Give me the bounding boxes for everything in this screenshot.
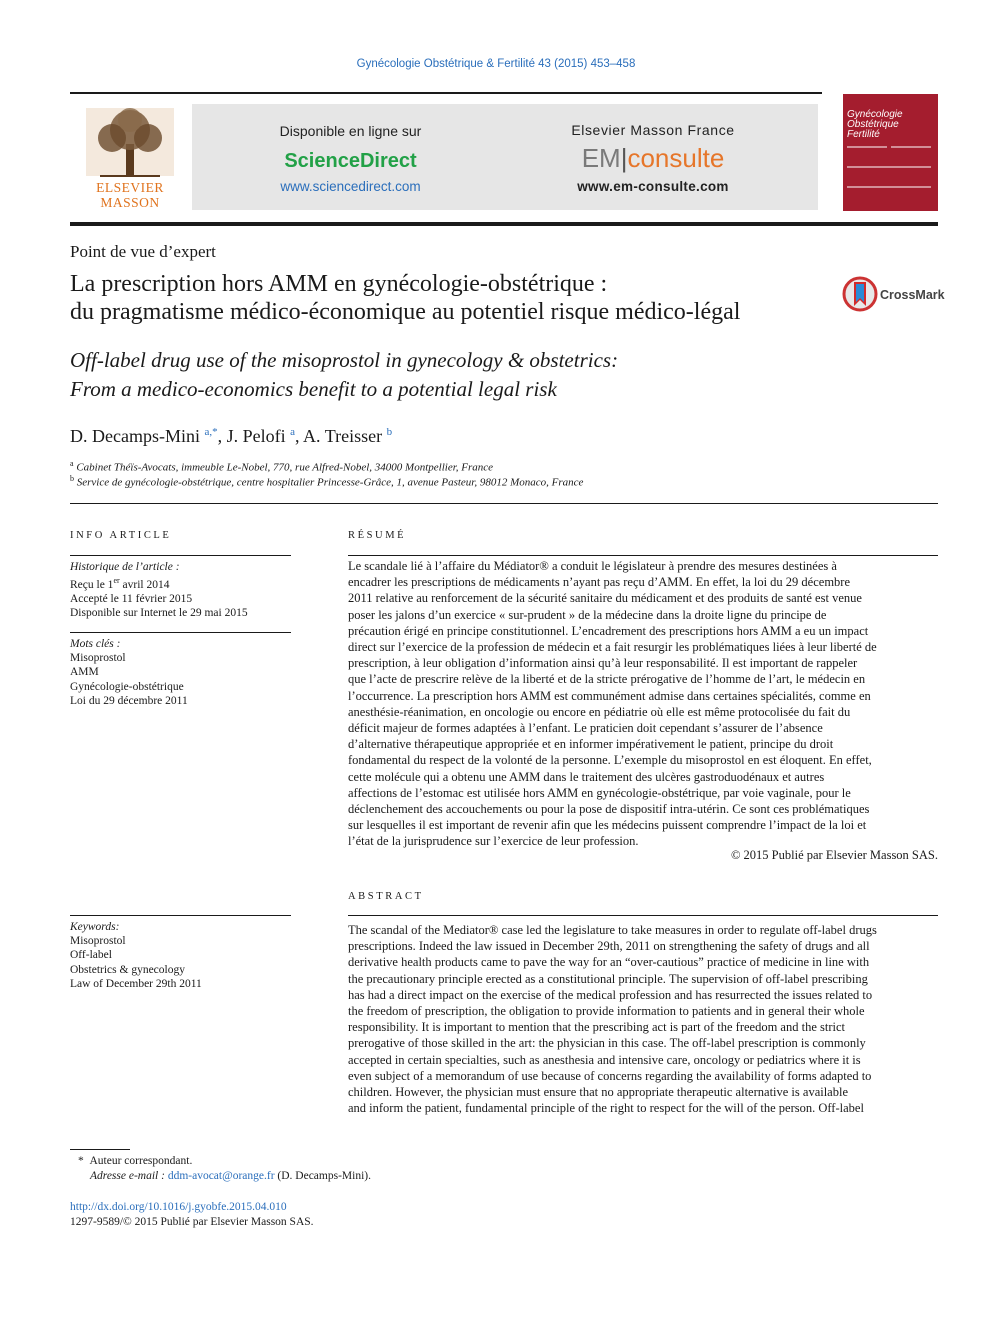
history-label: Historique de l’article :	[70, 561, 180, 573]
sciencedirect-logo[interactable]: ScienceDirect	[284, 150, 417, 172]
english-title	[70, 346, 870, 404]
author-list	[70, 426, 392, 447]
email-note	[90, 1169, 371, 1185]
info-divider	[70, 555, 291, 556]
received-date-text: Reçu le 1	[70, 579, 114, 592]
abstract-divider	[348, 915, 938, 916]
author-separator: ,	[295, 426, 304, 446]
abstract-line: The scandal of the Mediator® case led the legislature to take measures in order to regulate off-label drugs	[348, 923, 877, 937]
keyword: AMM	[70, 666, 99, 679]
abstract-line: accepted in certain specialties, such as anesthesia and intensive care, oncology or pediatrics where it is	[348, 1052, 861, 1067]
affiliation-text: Cabinet Théïs-Avocats, immeuble Le-Nobel, 770, rue Alfred-Nobel, 34000 Montpellier, France	[76, 461, 494, 474]
author-separator: ,	[217, 426, 227, 446]
resume-heading: RÉSUMÉ	[348, 530, 407, 541]
abstract-heading: ABSTRACT	[348, 891, 424, 902]
resume-line: d’alternative thérapeutique appropriée et en informer impérativement le patient, principe du droit	[348, 737, 834, 752]
cover-title-line-3: Fertilité	[847, 129, 880, 140]
cover-decoration	[847, 146, 887, 148]
sciencedirect-caption: Disponible en ligne sur	[279, 123, 422, 139]
journal-cover-thumbnail[interactable]	[843, 94, 938, 211]
abstract-body	[348, 922, 938, 1116]
resume-line: l’état de la jurisprudence sur l’exercice de leur profession.	[348, 834, 639, 849]
emconsulte-link[interactable]: www.em-consulte.com	[577, 179, 729, 194]
resume-line: Le scandale lié à l’affaire du Médiator® a conduit le législateur à prendre des mesures destinées à	[348, 559, 837, 573]
cover-decoration	[847, 166, 931, 168]
resume-line: déficit majeur de formes adaptées à l’enfant. Le praticien doit cependant s’assurer de l’absence	[348, 721, 823, 736]
resume-line: l’occurrence. La prescription hors AMM est communément admise dans certaines spécialités, comme en	[348, 688, 871, 703]
email-label: Adresse e-mail :	[90, 1170, 165, 1182]
article-title	[70, 270, 830, 326]
keyword: Off-label	[70, 949, 112, 962]
email-owner: (D. Decamps-Mini).	[277, 1170, 371, 1182]
author-affiliation-mark[interactable]: b	[386, 426, 393, 438]
corresponding-author-note: * Auteur correspondant.	[78, 1155, 193, 1167]
cover-decoration	[847, 186, 931, 188]
resume-line: que l’acte de prescrire relève de la liberté et de la stricte prérogative de l’homme de l’art, le médecin en	[348, 672, 866, 687]
header-bottom-rule	[70, 222, 938, 226]
received-date-text-end: avril 2014	[119, 579, 170, 592]
online-date: Disponible sur Internet le 29 mai 2015	[70, 607, 248, 620]
author-name[interactable]: J. Pelofi	[226, 426, 286, 446]
article-title-line-2: du pragmatisme médico-économique au potentiel risque médico-légal	[70, 299, 741, 325]
resume-body	[348, 558, 938, 850]
affiliation	[70, 474, 583, 489]
email-link[interactable]: ddm-avocat@orange.fr	[167, 1170, 275, 1182]
author-affiliation-mark[interactable]: a	[290, 426, 296, 438]
abstract-line: has had a direct impact on the exercise of the medical profession and has resurrected the issues related to	[348, 987, 873, 1002]
resume-line: affections de l’estomac est utilisée hors AMM en gynécologie-obstétrique, par voie vaginale, pour le	[348, 785, 851, 800]
publisher-line-1: ELSEVIER	[96, 180, 164, 195]
author-affiliation-mark[interactable]: a,*	[204, 426, 218, 438]
keyword: Loi du 29 décembre 2011	[70, 694, 188, 707]
keywords-label: Keywords:	[70, 921, 120, 933]
abstract-line: derivative health products came to pave the way for an “over-cautious” practice of medicine in line with	[348, 955, 870, 970]
issn-copyright: 1297-9589/© 2015 Publié par Elsevier Masson SAS.	[70, 1216, 314, 1228]
doi-url[interactable]: http://dx.doi.org/10.1016/j.gyobfe.2015.04.010	[70, 1201, 287, 1213]
article-type: Point de vue d’expert	[70, 242, 216, 261]
elsevier-masson-wordmark	[80, 180, 180, 210]
resume-line: 2011 relative au renforcement de la sécurité sanitaire du médicament et des produits de santé est venue	[348, 591, 862, 606]
resume-line: précaution érigé en principe constitutionnel. L’encadrement des prescriptions hors AMM a eu un impact	[348, 623, 869, 638]
cover-decoration	[891, 146, 931, 148]
resume-line: prescription, à leur obligation d’information ainsi qu’à leur responsabilité. Il est important de rappeler	[348, 656, 858, 671]
cover-title-line-2: Obstétrique	[847, 119, 899, 130]
resume-copyright: © 2015 Publié par Elsevier Masson SAS.	[730, 848, 938, 862]
affiliation-text: Service de gynécologie-obstétrique, centre hospitalier Princesse-Grâce, 1, avenue Pasteur, 98012 Monaco, France	[76, 476, 584, 489]
resume-line: encadrer les prescriptions de médicaments n’ayant pas reçu d’AMM. En effet, la loi du 29 décembre	[348, 575, 851, 590]
affiliation-mark: a	[70, 459, 74, 468]
resume-line: sur lesquelles il est important de revenir afin que les médecins puissent comprendre l’impact de la loi et	[348, 818, 867, 833]
received-date	[70, 574, 291, 592]
footnote-divider	[70, 1149, 130, 1150]
emconsulte-logo-em: EM	[581, 143, 621, 173]
english-title-line-1: Off-label drug use of the misoprostol in gynecology & obstetrics:	[70, 348, 619, 372]
keyword: Law of December 29th 2011	[70, 977, 202, 990]
abstract-line: the freedom of prescription, the obligation to provide information to patients and in general their whole	[348, 1004, 865, 1019]
abstract-line: prescriptions. Indeed the law issued in December 29th, 2011 on strengthening the safety of drugs and all	[348, 939, 870, 954]
keyword: Misoprostol	[70, 652, 126, 665]
english-title-line-2: From a medico-economics benefit to a potential legal risk	[70, 377, 557, 401]
affiliation-mark: b	[70, 474, 74, 483]
corresponding-author-text: Auteur correspondant.	[89, 1155, 193, 1167]
resume-line: anesthésie-réanimation, en oncologie ou encore en pédiatrie où elle est même protocolisée du fait du	[348, 704, 851, 719]
emconsulte-logo-consulte: consulte	[627, 143, 725, 173]
keyword: Gynécologie-obstétrique	[70, 680, 184, 693]
abstract-line: prerogative of those skilled in the art: the physician in this case. The off-label prescription is commonly	[348, 1036, 866, 1051]
keyword: Obstetrics & gynecology	[70, 963, 185, 976]
accepted-date: Accepté le 11 février 2015	[70, 593, 193, 606]
cover-title	[847, 110, 903, 140]
abstract-line: children. However, the physician must ensure that no appropriate therapeutic alternative is available	[348, 1085, 849, 1100]
sciencedirect-link[interactable]: www.sciencedirect.com	[280, 179, 421, 194]
crossmark-label[interactable]: CrossMark	[880, 288, 945, 302]
resume-line: direct sur l’exercice de la profession de médecin et a fait resurgir les problématiques liées à leur liberté de	[348, 640, 877, 655]
article-history	[70, 560, 291, 621]
cover-title-line-1: Gynécologie	[847, 109, 903, 120]
affiliation	[70, 459, 493, 474]
keywords-en	[70, 920, 291, 991]
resume-line: fondamental du respect de la volonté de la personne. L’exemple du misoprostol en est éloquent. En effet,	[348, 753, 872, 768]
article-title-line-1: La prescription hors AMM en gynécologie-obstétrique :	[70, 271, 608, 297]
keyword: Misoprostol	[70, 935, 126, 948]
info-divider	[70, 632, 291, 633]
resume-line: déclenchement des accouchements ou pour la pose de dispositif intra-utérin. Ce sont ces problématiques	[348, 802, 870, 817]
resume-line: cette molécule qui a obtenu une AMM dans le traitement des ulcères gastroduodénaux et autres	[348, 769, 825, 784]
abstract-line: responsibility. It is important to mention that the prescribing act is part of the freedom and the strict	[348, 1020, 845, 1035]
received-date-sup: er	[113, 576, 120, 586]
keywords-label: Mots clés :	[70, 638, 121, 650]
emconsulte-logo[interactable]: EM|consulte	[581, 143, 725, 173]
keywords-fr	[70, 637, 291, 708]
abstract-line: even subject of a memorandum of use because of concerns regarding the availability of forms adapted to	[348, 1068, 872, 1083]
header-top-rule	[70, 92, 822, 94]
info-divider	[70, 915, 291, 916]
author-name[interactable]: D. Decamps-Mini	[70, 426, 200, 446]
journal-reference[interactable]: Gynécologie Obstétrique & Fertilité 43 (2015) 453–458	[356, 58, 636, 70]
crossmark-icon[interactable]	[842, 276, 878, 316]
abstract-line: the precautionary principle erected as a constitutional principle. The supervision of off-label prescribing	[348, 971, 868, 986]
publisher-line-2: MASSON	[100, 195, 160, 210]
abstract-line: and inform the patient, fundamental principle of the right to respect for the will of the person. Off-label	[348, 1101, 864, 1116]
resume-divider	[348, 555, 938, 556]
doi-link[interactable]	[70, 1200, 287, 1216]
emconsulte-caption: Elsevier Masson France	[571, 122, 735, 138]
author-name[interactable]: A. Treisser	[303, 426, 383, 446]
info-article-heading: INFO ARTICLE	[70, 530, 172, 541]
affiliations-divider	[70, 503, 938, 504]
resume-line: poser les jalons d’un exercice « sur-prudent » de la médecine dans la droite ligne du principe de	[348, 607, 827, 622]
